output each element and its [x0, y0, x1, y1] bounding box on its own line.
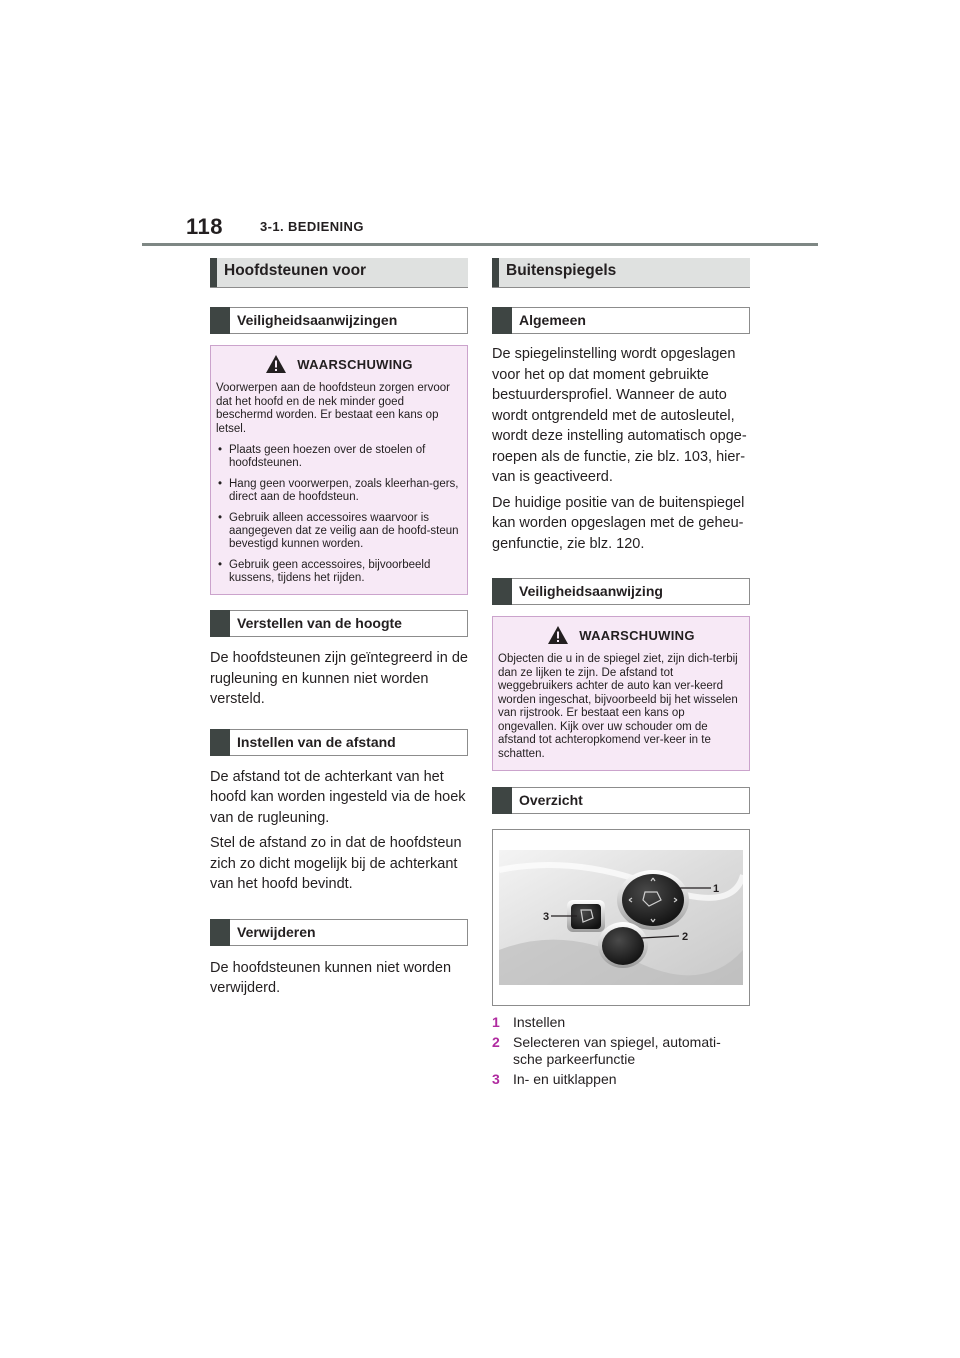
right-column [492, 258, 750, 1091]
overview-item-number: 3 [492, 1071, 500, 1087]
callout-3: 3 [543, 911, 550, 923]
overview-item [492, 1071, 750, 1088]
subheading-overview: Overzicht [492, 787, 750, 814]
warning-title: WAARSCHUWING [579, 627, 695, 643]
chapter-title: 3-1. BEDIENING [260, 219, 364, 234]
subheading-remove: Verwijderen [210, 919, 468, 946]
warning-box-headrests [210, 345, 468, 595]
overview-item-text: Selecteren van spiegel, automati-sche parkeerfunctie [513, 1034, 721, 1067]
height-text: De hoofdsteunen zijn geïntegreerd in de rugleuning en kunnen niet worden versteld. [210, 650, 468, 707]
header-rule [142, 243, 818, 246]
warning-item: • Gebruik geen accessoires, bijvoorbeeld kussens, tijdens het rijden. [216, 559, 462, 585]
subheading-general: Algemeen [492, 307, 750, 334]
warning-triangle-icon [547, 625, 569, 645]
overview-item-number: 1 [492, 1014, 500, 1030]
mirror-switch-illustration [493, 830, 749, 1005]
overview-list [492, 1014, 750, 1088]
warning-item: • Plaats geen hoezen over de stoelen of hoofdsteunen. [216, 444, 462, 470]
overview-item-text: Instellen [513, 1014, 566, 1030]
warning-header [498, 623, 744, 647]
overview-item-number: 2 [492, 1034, 500, 1050]
warning-item: • Gebruik alleen accessoires waarvoor is aangegeven dat ze veilig aan de hoofd-steun bevestigd kunnen worden. [216, 512, 462, 551]
warning-header [216, 352, 462, 376]
section-heading-mirrors: Buitenspiegels [492, 258, 750, 288]
distance-text-1: De afstand tot de achterkant van het hoofd kan worden ingesteld via de hoek van de rugleuning. [210, 768, 466, 826]
overview-item-text: In- en uitklappen [513, 1071, 617, 1087]
warning-list [216, 444, 462, 585]
overview-item [492, 1034, 750, 1068]
warning-triangle-icon [265, 354, 287, 374]
page-number: 118 [186, 214, 223, 239]
section-heading-headrests: Hoofdsteunen voor [210, 258, 468, 288]
warning-box-mirrors [492, 616, 750, 771]
remove-text: De hoofdsteunen kunnen niet worden verwijderd. [210, 959, 452, 996]
warning-item: • Hang geen voorwerpen, zoals kleerhan-gers, direct aan de hoofdsteun. [216, 478, 462, 504]
warning-text: Objecten die u in de spiegel ziet, zijn dich-terbij dan ze lijken te zijn. De afstand tot weggebruikers achter de auto kan ver-keerd worden ingeschat, bijvoorbeeld bij het wisselen van rijstrook. Er bestaat een kans op ongevallen. Kijk over uw schouder om de afstand tot achteropkomend ver-keer in te schatten. [498, 653, 738, 760]
subheading-safety: Veiligheidsaanwijzingen [210, 307, 468, 334]
warning-title: WAARSCHUWING [297, 356, 413, 372]
callout-2: 2 [682, 931, 689, 943]
general-text-2: De huidige positie van de buitenspiegel kan worden opgeslagen met de geheu-genfunctie, zie blz. 120. [492, 494, 745, 552]
subheading-safety-mirror: Veiligheidsaanwijzing [492, 578, 750, 605]
mirror-switch-figure [492, 829, 750, 1006]
general-text-1: De spiegelinstelling wordt opgeslagen voor het op dat moment gebruikte bestuurdersprofiel. Wanneer de auto wordt ontgrendeld met de autosleutel, wordt deze instelling automatisch opge-roepen als de functie, zie blz. 103, hier-van is geactiveerd. [492, 346, 747, 485]
subheading-height: Verstellen van de hoogte [210, 610, 468, 637]
callout-1: 1 [713, 883, 720, 895]
warning-intro: Voorwerpen aan de hoofdsteun zorgen ervoor dat het hoofd en de nek minder goed beschermd worden. Er bestaat een kans op letsel. [216, 382, 450, 435]
distance-text-2: Stel de afstand zo in dat de hoofdsteun zich zo dicht mogelijk bij de achterkant van het hoofd bevindt. [210, 835, 462, 892]
left-column [210, 258, 468, 999]
subheading-distance: Instellen van de afstand [210, 729, 468, 756]
overview-item [492, 1014, 750, 1031]
